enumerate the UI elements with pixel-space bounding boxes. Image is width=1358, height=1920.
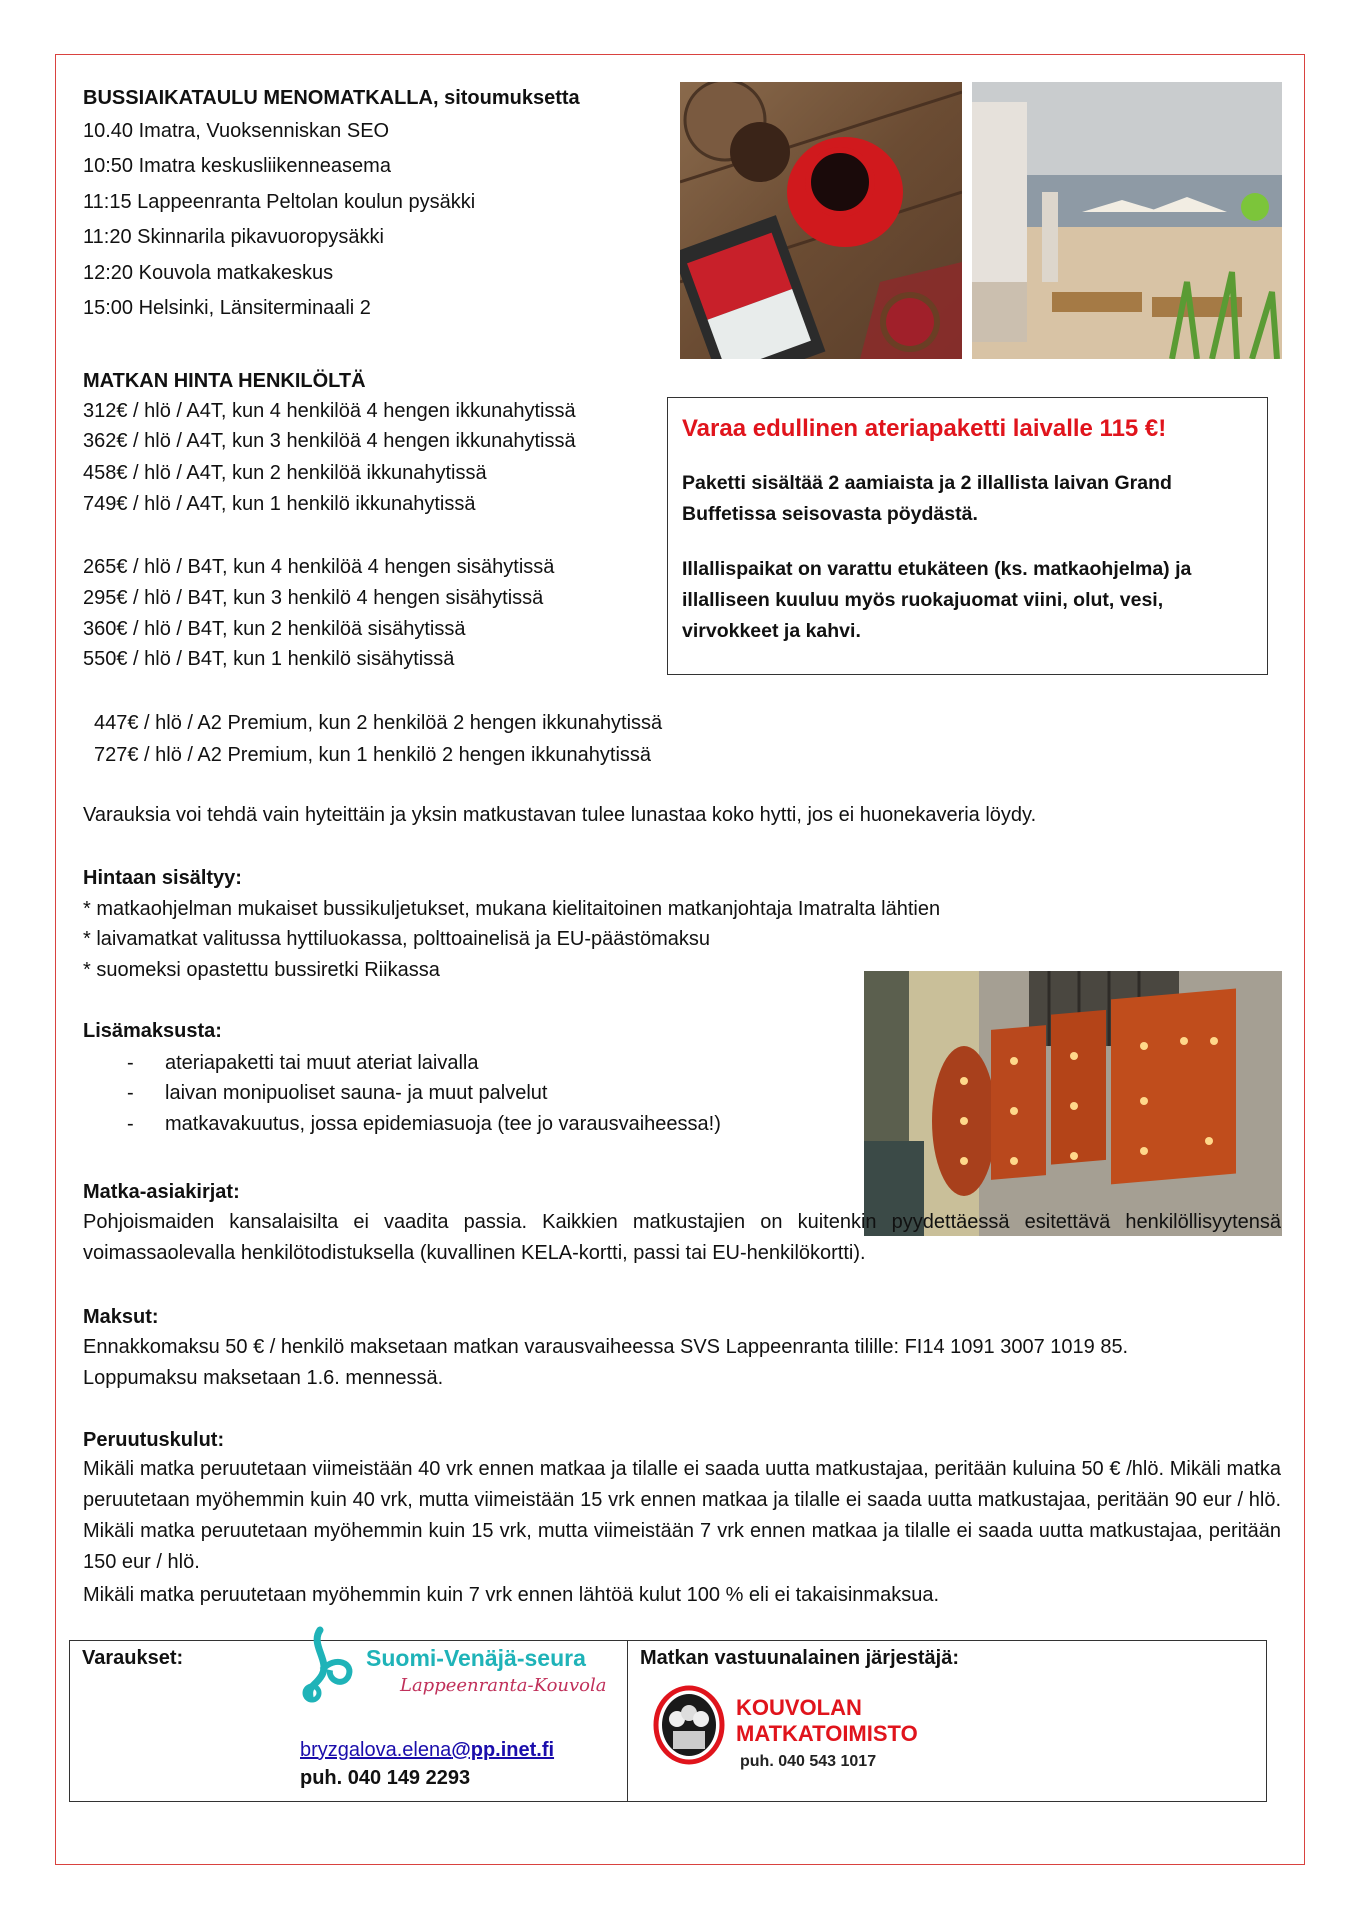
schedule-stop: 10.40 Imatra, Vuoksenniskan SEO [83, 120, 390, 142]
price-row: 447€ / hlö / A2 Premium, kun 2 henkilöä 2 hengen ikkunahytissä [94, 712, 663, 734]
included-item: * matkaohjelman mukaiset bussikuljetukset, mukana kielitaitoinen matkanjohtaja Imatralta lähtien [83, 898, 941, 920]
price-row: 749€ / hlö / A4T, kun 1 henkilö ikkunahytissä [83, 493, 476, 515]
price-row: 312€ / hlö / A4T, kun 4 henkilöä 4 hengen ikkunahytissä [83, 400, 576, 422]
schedule-stop: 11:20 Skinnarila pikavuoropysäkki [83, 226, 384, 248]
meal-package-text: Paketti sisältää 2 aamiaista ja 2 illallista laivan Grand Buffetissa seisovasta pöydästä. [682, 472, 1172, 525]
km-logo-line1: KOUVOLAN [736, 1695, 862, 1720]
payments-title: Maksut: [83, 1306, 159, 1328]
schedule-title-rest: sitoumuksetta [438, 87, 580, 109]
organizer-cell [628, 1641, 1266, 1801]
email-domain[interactable]: @pp.inet.fi [451, 1739, 555, 1761]
price-row: 295€ / hlö / B4T, kun 3 henkilö 4 hengen sisähytissä [83, 587, 544, 609]
coffee-photo [680, 82, 962, 359]
extra-title: Lisämaksusta: [83, 1020, 222, 1042]
email-link[interactable] [300, 1739, 554, 1762]
extra-item: ateriapaketti tai muut ateriat laivalla [165, 1052, 479, 1074]
svs-leaf-icon [300, 1625, 360, 1710]
cancellation-text-final: Mikäli matka peruutetaan myöhemmin kuin 7 vrk ennen lähtöä kulut 100 % eli ei takaisinmaksua. [83, 1584, 939, 1606]
included-item: * laivamatkat valitussa hyttiluokassa, polttoainelisä ja EU-päästömaksu [83, 928, 710, 950]
documents-text: Pohjoismaiden kansalaisilta ei vaadita passia. Kaikkien matkustajien on kuitenkin pyydettäessä esitettävä henkilöllisyytensä voimassaolevalla henkilötodistuksella (kuvallinen KELA-kortti, passi tai EU-henkilökortti). [83, 1211, 1281, 1264]
payments-final: Loppumaksu maksetaan 1.6. mennessä. [83, 1367, 444, 1389]
svs-logo-name: Suomi-Venäjä-seura [366, 1645, 586, 1671]
kouvola-matkatoimisto-logo-icon [653, 1685, 725, 1765]
schedule-stop: 15:00 Helsinki, Länsiterminaali 2 [83, 297, 371, 319]
price-row: 362€ / hlö / A4T, kun 3 henkilöä 4 hengen ikkunahytissä [83, 430, 576, 452]
schedule-stop: 12:20 Kouvola matkakeskus [83, 262, 334, 284]
schedule-stop: 10:50 Imatra keskusliikenneasema [83, 155, 391, 177]
price-row: 265€ / hlö / B4T, kun 4 henkilöä 4 hengen sisähytissä [83, 556, 555, 578]
price-row: 360€ / hlö / B4T, kun 2 henkilöä sisähytissä [83, 618, 466, 640]
schedule-stop: 11:15 Lappeenranta Peltolan koulun pysäkki [83, 191, 476, 213]
email-user[interactable]: bryzgalova.elena [300, 1739, 452, 1761]
bullet-dash: - [127, 1082, 134, 1104]
reservations-label: Varaukset: [82, 1647, 184, 1669]
schedule-title [83, 86, 580, 110]
meal-package-dinner-text: Illallispaikat on varattu etukäteen (ks. matkaohjelma) ja illalliseen kuuluu myös ruokajuomat viini, olut, vesi, virvokkeet ja kahvi. [682, 558, 1192, 642]
price-row: 727€ / hlö / A2 Premium, kun 1 henkilö 2 hengen ikkunahytissä [94, 744, 652, 766]
cancellation-text: Mikäli matka peruutetaan viimeistään 40 vrk ennen matkaa ja tilalle ei saada uutta matkustajaa, peritään kuluina 50 € /hlö. Mikäli matka peruutetaan myöhemmin kuin 40 vrk, mutta viimeistään 15 vrk ennen matkaa ja tilalle ei saada uutta matkustajaa, peritään 90 eur / hlö. Mikäli matka peruutetaan myöhemmin kuin 15 vrk, mutta viimeistään 7 vrk ennen matkaa ja tilalle ei saada uutta matkustajaa, peritään 150 eur / hlö. [83, 1458, 1281, 1573]
extra-item: laivan monipuoliset sauna- ja muut palvelut [165, 1082, 548, 1104]
schedule-title-bold: BUSSIAIKATAULU MENOMATKALLA, [83, 87, 439, 109]
cafe-sign-photo [864, 971, 1282, 1236]
payments-advance: Ennakkomaksu 50 € / henkilö maksetaan matkan varausvaiheessa SVS Lappeenranta tilille: FI14 1091 3007 1019 85. [83, 1336, 1129, 1358]
price-row: 550€ / hlö / B4T, kun 1 henkilö sisähytissä [83, 648, 455, 670]
svs-phone: puh. 040 149 2293 [300, 1767, 471, 1789]
documents-title: Matka-asiakirjat: [83, 1181, 240, 1203]
reservation-note: Varauksia voi tehdä vain hyteittäin ja yksin matkustavan tulee lunastaa koko hytti, jos ei huonekaveria löydy. [83, 804, 1037, 826]
organizer-label: Matkan vastuunalainen järjestäjä: [640, 1647, 960, 1669]
beach-photo [972, 82, 1282, 359]
km-logo-line2: MATKATOIMISTO [736, 1721, 918, 1746]
reservations-cell [70, 1641, 628, 1801]
extra-item: matkavakuutus, jossa epidemiasuoja (tee jo varausvaiheessa!) [165, 1113, 721, 1135]
prices-title: MATKAN HINTA HENKILÖLTÄ [83, 370, 366, 392]
included-item: * suomeksi opastettu bussiretki Riikassa [83, 959, 440, 981]
km-phone: puh. 040 543 1017 [740, 1753, 877, 1770]
meal-package-headline: Varaa edullinen ateriapaketti laivalle 115 €! [682, 415, 1167, 442]
included-title: Hintaan sisältyy: [83, 867, 242, 889]
price-row: 458€ / hlö / A4T, kun 2 henkilöä ikkunahytissä [83, 462, 487, 484]
svs-logo-sub: Lappeenranta-Kouvola [400, 1675, 607, 1696]
bullet-dash: - [127, 1113, 134, 1135]
bullet-dash: - [127, 1052, 134, 1074]
meal-package-box [667, 397, 1268, 675]
cancellation-title: Peruutuskulut: [83, 1429, 225, 1451]
contact-table [69, 1640, 1267, 1802]
